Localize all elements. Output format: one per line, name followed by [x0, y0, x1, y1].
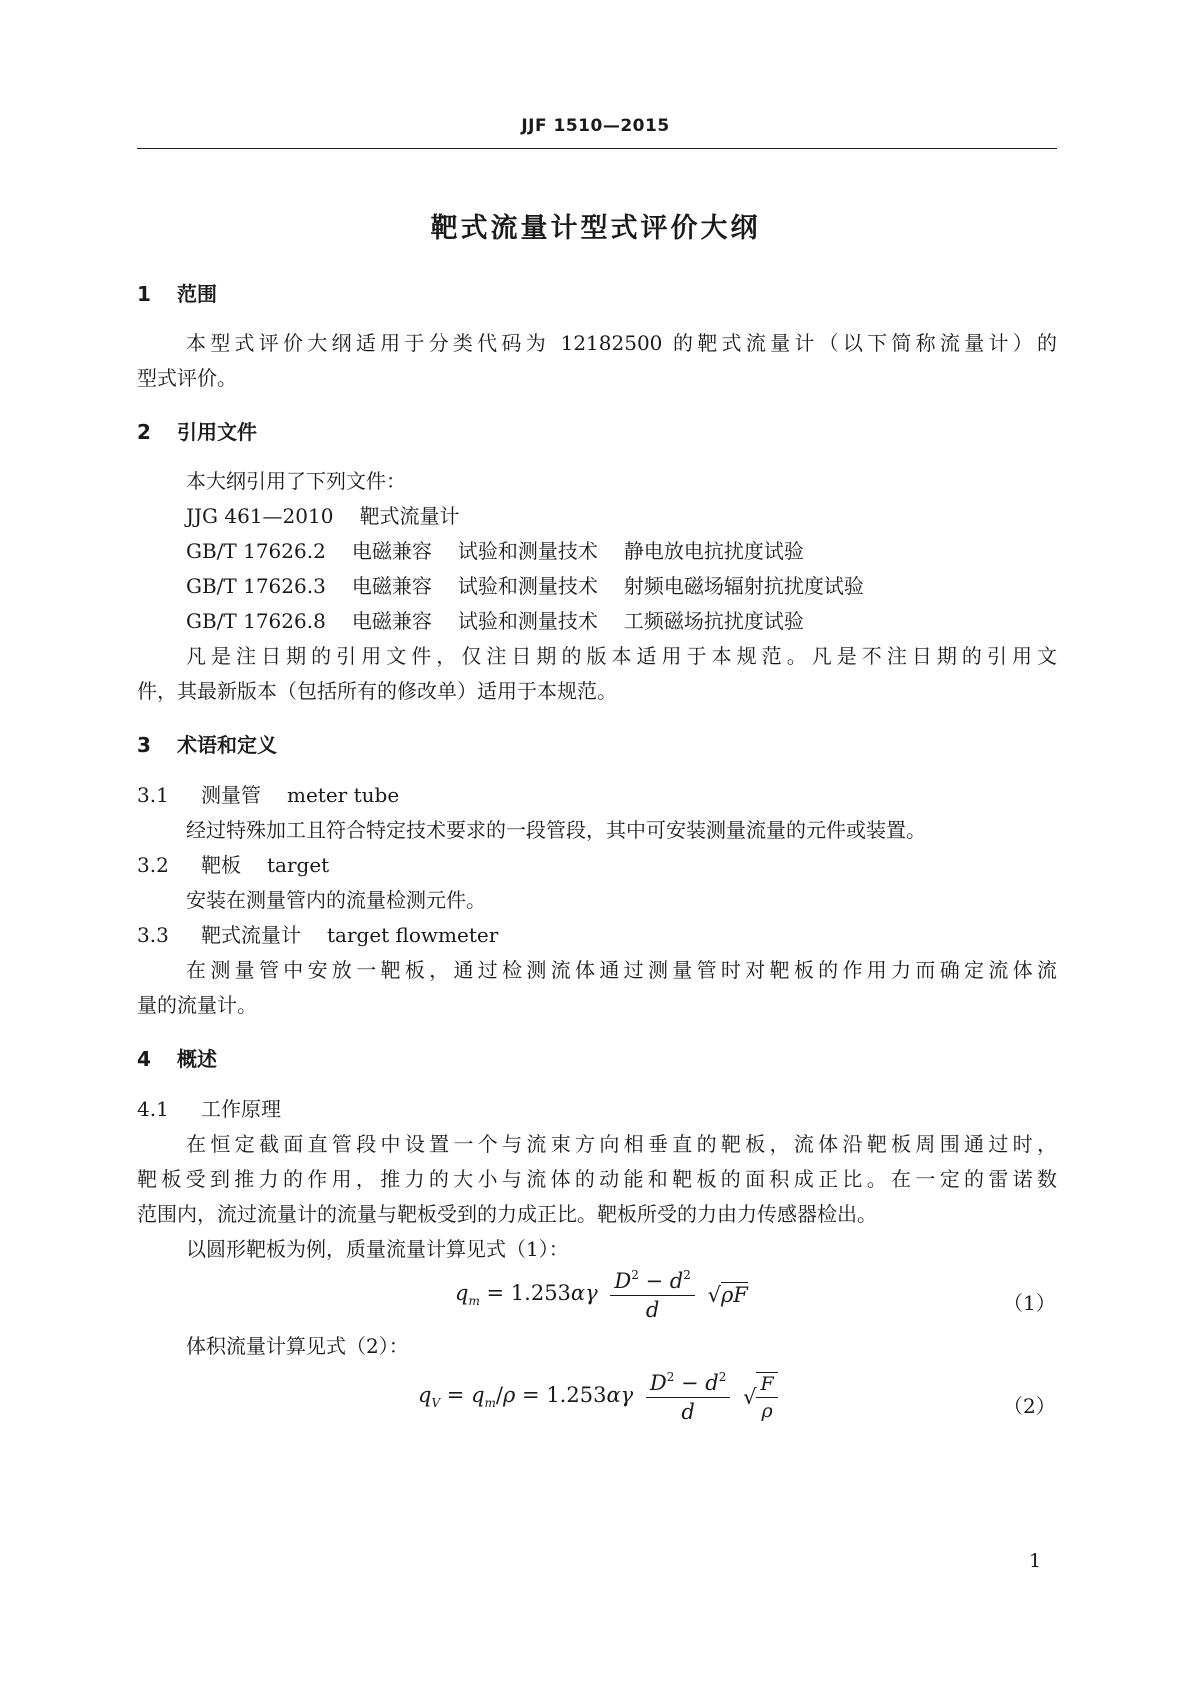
equation-2: $q_V = q_m/\rho = 1.253\alpha\gamma$ $\frac{D^2 - d^2}{d}$ √ $\frac{F}{\rho}$	[418, 1370, 784, 1424]
term-zh: 靶式流量计	[201, 923, 301, 947]
reference-code: JJG 461—2010	[186, 504, 334, 528]
reference-item	[186, 504, 1057, 528]
reference-title: 电磁兼容	[351, 574, 432, 598]
reference-title: 试验和测量技术	[457, 539, 598, 563]
term-en: target	[267, 853, 330, 877]
term-zh: 靶板	[201, 853, 241, 877]
page-number: 1	[1029, 1550, 1042, 1572]
reference-title: 射频电磁场辐射抗扰度试验	[623, 574, 864, 598]
term-heading	[137, 923, 1057, 947]
section-number: 4	[137, 1047, 151, 1071]
reference-title: 工频磁场抗扰度试验	[623, 609, 804, 633]
reference-title: 试验和测量技术	[457, 609, 598, 633]
term-zh: 测量管	[201, 783, 261, 807]
section-number: 2	[137, 420, 151, 444]
paragraph-line: 凡是注日期的引用文件，仅注日期的版本适用于本规范。凡是不注日期的引用文	[186, 644, 1057, 668]
section-1-heading	[137, 282, 1057, 306]
reference-title: 电磁兼容	[351, 539, 432, 563]
reference-item	[186, 539, 1057, 563]
reference-title: 靶式流量计	[359, 504, 460, 528]
section-title: 范围	[177, 282, 217, 306]
reference-code: GB/T 17626.3	[186, 574, 326, 598]
section-title: 术语和定义	[177, 733, 277, 757]
paragraph-line: 以圆形靶板为例，质量流量计算见式（1）：	[186, 1237, 569, 1261]
term-definition: 安装在测量管内的流量检测元件。	[186, 888, 486, 912]
term-en: meter tube	[287, 783, 400, 807]
paragraph-line: 体积流量计算见式（2）：	[186, 1334, 409, 1358]
section-3-heading	[137, 733, 1057, 757]
term-number: 3.3	[137, 923, 169, 947]
reference-code: GB/T 17626.2	[186, 539, 326, 563]
equation-1: $q_m = 1.253\alpha\gamma$ $\frac{D^2 - d^2}{d}$ √ρF	[455, 1268, 748, 1322]
subsection-number: 4.1	[137, 1097, 169, 1121]
section-2-heading	[137, 420, 1057, 444]
section-title: 概述	[177, 1047, 217, 1071]
document-header: JJF 1510—2015	[521, 116, 670, 136]
equation-coefficient: 1.253	[546, 1383, 607, 1408]
paragraph-line: 靶板受到推力的作用，推力的大小与流体的动能和靶板的面积成正比。在一定的雷诺数	[137, 1167, 1057, 1191]
term-heading	[137, 783, 1057, 807]
reference-code: GB/T 17626.8	[186, 609, 326, 633]
paragraph-line: 在恒定截面直管段中设置一个与流束方向相垂直的靶板，流体沿靶板周围通过时，	[186, 1132, 1057, 1156]
subsection-title: 工作原理	[201, 1097, 281, 1121]
subsection-heading	[137, 1097, 1057, 1121]
reference-item	[186, 574, 1057, 598]
term-number: 3.1	[137, 783, 169, 807]
equation-coefficient: 1.253	[510, 1281, 571, 1306]
section-title: 引用文件	[177, 420, 257, 444]
paragraph-line: 范围内，流过流量计的流量与靶板受到的力成正比。靶板所受的力由力传感器检出。	[137, 1202, 877, 1226]
page-title: 靶式流量计型式评价大纲	[430, 213, 761, 244]
term-en: target flowmeter	[327, 923, 499, 947]
term-heading	[137, 853, 1057, 877]
term-definition: 量的流量计。	[137, 993, 257, 1017]
section-number: 1	[137, 282, 151, 306]
section-number: 3	[137, 733, 151, 757]
reference-item	[186, 609, 1057, 633]
equation-number: （1）	[1003, 1291, 1056, 1315]
term-definition: 经过特殊加工且符合特定技术要求的一段管段，其中可安装测量流量的元件或装置。	[186, 818, 926, 842]
reference-title: 电磁兼容	[351, 609, 432, 633]
equation-number: （2）	[1003, 1394, 1056, 1418]
reference-title: 试验和测量技术	[457, 574, 598, 598]
paragraph-line: 件，其最新版本（包括所有的修改单）适用于本规范。	[137, 679, 617, 703]
term-definition: 在测量管中安放一靶板，通过检测流体通过测量管时对靶板的作用力而确定流体流	[186, 958, 1057, 982]
term-number: 3.2	[137, 853, 169, 877]
reference-title: 静电放电抗扰度试验	[623, 539, 804, 563]
paragraph-line: 型式评价。	[137, 366, 237, 390]
header-rule	[137, 148, 1057, 149]
section-4-heading	[137, 1047, 1057, 1071]
paragraph-line: 本大纲引用了下列文件：	[186, 469, 406, 493]
paragraph-line: 本型式评价大纲适用于分类代码为 12182500 的靶式流量计（以下简称流量计）的	[186, 331, 1057, 355]
